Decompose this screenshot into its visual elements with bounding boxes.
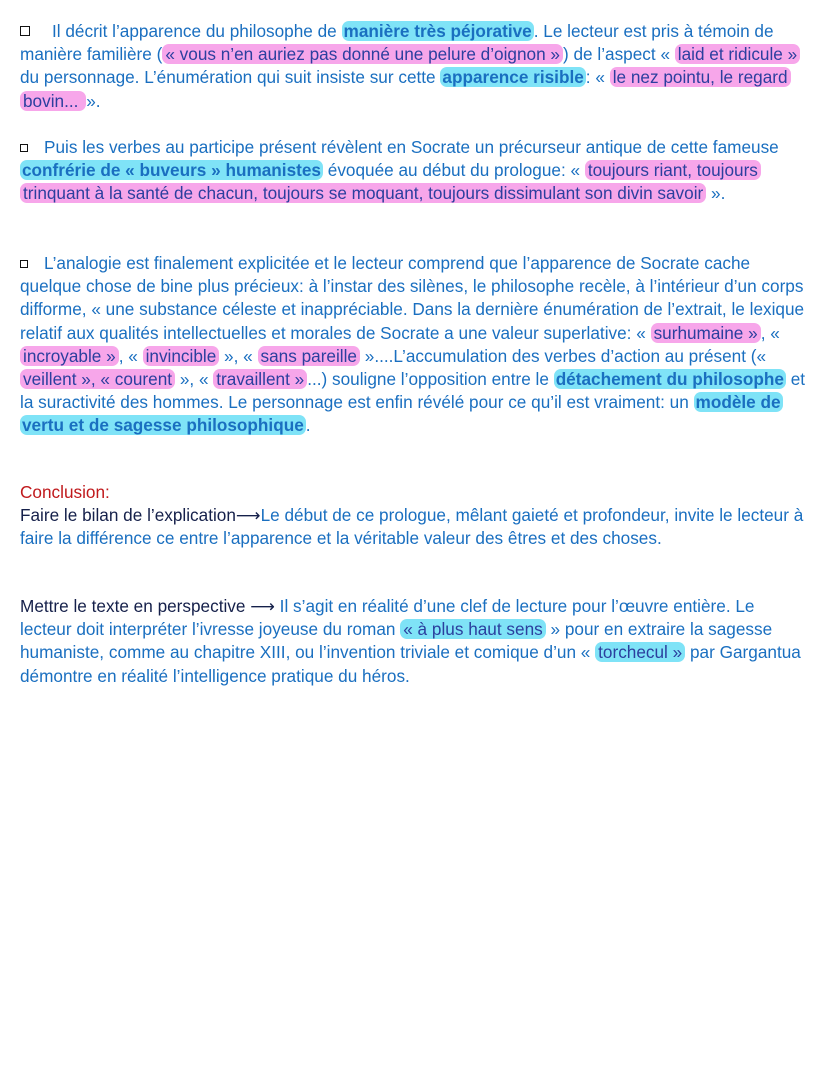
text: . [305, 415, 311, 436]
text: . Le lecteur est pris à témoin de manière familière ( [20, 21, 774, 65]
paragraph-description [20, 20, 810, 113]
text: par Gargantua démontre en réalité l’intelligence pratique du héros. [20, 642, 801, 686]
text: et la suractivité des hommes. Le personnage est enfin révélé pour ce qu’il est vraiment: un [20, 369, 806, 413]
text: du personnage. L’énumération qui suit insiste sur cette [20, 67, 441, 88]
highlight-blue: confrérie de « buveurs » humanistes [22, 160, 321, 181]
highlight-pink: toujours riant, toujours trinquant à la santé de chacun, toujours se moquant, toujours dissimulant son divin savoir [20, 160, 761, 203]
text: L’analogie est finalement explicitée et le lecteur comprend que l’apparence de Socrate cache quelque chose de bine plus précieux: à l’instar des silènes, le philosophe recèle, à l’intérieur d’un corps difforme, « une substance céleste et inappréciable. Dans la dernière énumération de l’extrait, le lexique relatif aux qualités intellectuelles et morales de Socrate a une valeur superlative: « [20, 253, 805, 343]
arrow-right-icon: ⟶ [235, 505, 261, 525]
text: , « [118, 345, 143, 366]
paragraph-analogy [20, 252, 810, 438]
highlight-pink: incroyable » [20, 346, 119, 366]
highlight-pink: sans pareille [258, 346, 361, 366]
text: », « [219, 345, 258, 366]
highlight-pink: travaillent » [213, 369, 307, 389]
text: évoquée au début du prologue: « [322, 160, 585, 181]
conclusion-heading: Conclusion: [20, 482, 110, 502]
text: Puis les verbes au participe présent révèlent en Socrate un précurseur antique de cette fameuse [44, 137, 779, 157]
checkbox-bullet-icon [20, 260, 28, 268]
text: Il décrit l’apparence du philosophe de [52, 21, 342, 41]
text: ...) souligne l’opposition entre le [307, 369, 554, 390]
text: : « [585, 67, 610, 88]
conclusion-perspective [20, 595, 810, 688]
conclusion-label: Mettre le texte en perspective [20, 596, 246, 616]
text: Le début de ce prologue, mêlant gaieté et profondeur, invite le lecteur à faire la différence ce entre l’apparence et la véritable valeur des êtres et des choses. [20, 505, 804, 549]
text: » pour en extraire la sagesse humaniste, comme au chapitre XIII, ou l’invention triviale et comique d’un « [20, 619, 773, 663]
text: »....L’accumulation des verbes d’action au présent (« [360, 345, 767, 366]
text: », « [175, 369, 214, 390]
arrow-right-icon: ⟶ [250, 596, 275, 616]
text: , « [760, 322, 780, 343]
text: ». [86, 90, 101, 111]
highlight-blue: manière très péjorative [343, 21, 532, 41]
highlight-pink: surhumaine » [651, 323, 761, 343]
highlight-pink: le nez pointu, le regard bovin... [20, 67, 791, 110]
conclusion-label: Faire le bilan de l’explication [20, 505, 236, 525]
highlight-blue: détachement du philosophe [555, 369, 784, 390]
text: ) de l’aspect « [563, 44, 675, 65]
highlight-blue: torchecul » [595, 642, 685, 662]
text: Il s’agit en réalité d’une clef de lecture pour l’œuvre entière. Le lecteur doit interpréter l’ivresse joyeuse du roman [20, 596, 755, 640]
paragraph-participles [20, 136, 810, 206]
checkbox-bullet-icon [20, 26, 30, 36]
checkbox-bullet-icon [20, 144, 28, 152]
highlight-blue: modèle de vertu et de sagesse philosophique [22, 392, 781, 436]
highlight-blue: apparence risible [442, 67, 584, 88]
text: ». [706, 183, 726, 204]
highlight-blue: « à plus haut sens [400, 619, 546, 639]
highlight-pink: veillent », « courent [20, 369, 175, 389]
conclusion-bilan [20, 504, 810, 550]
highlight-pink: laid et ridicule » [675, 44, 800, 64]
highlight-pink: invincible [143, 346, 220, 366]
highlight-pink: « vous n’en auriez pas donné une pelure d’oignon » [162, 44, 563, 64]
